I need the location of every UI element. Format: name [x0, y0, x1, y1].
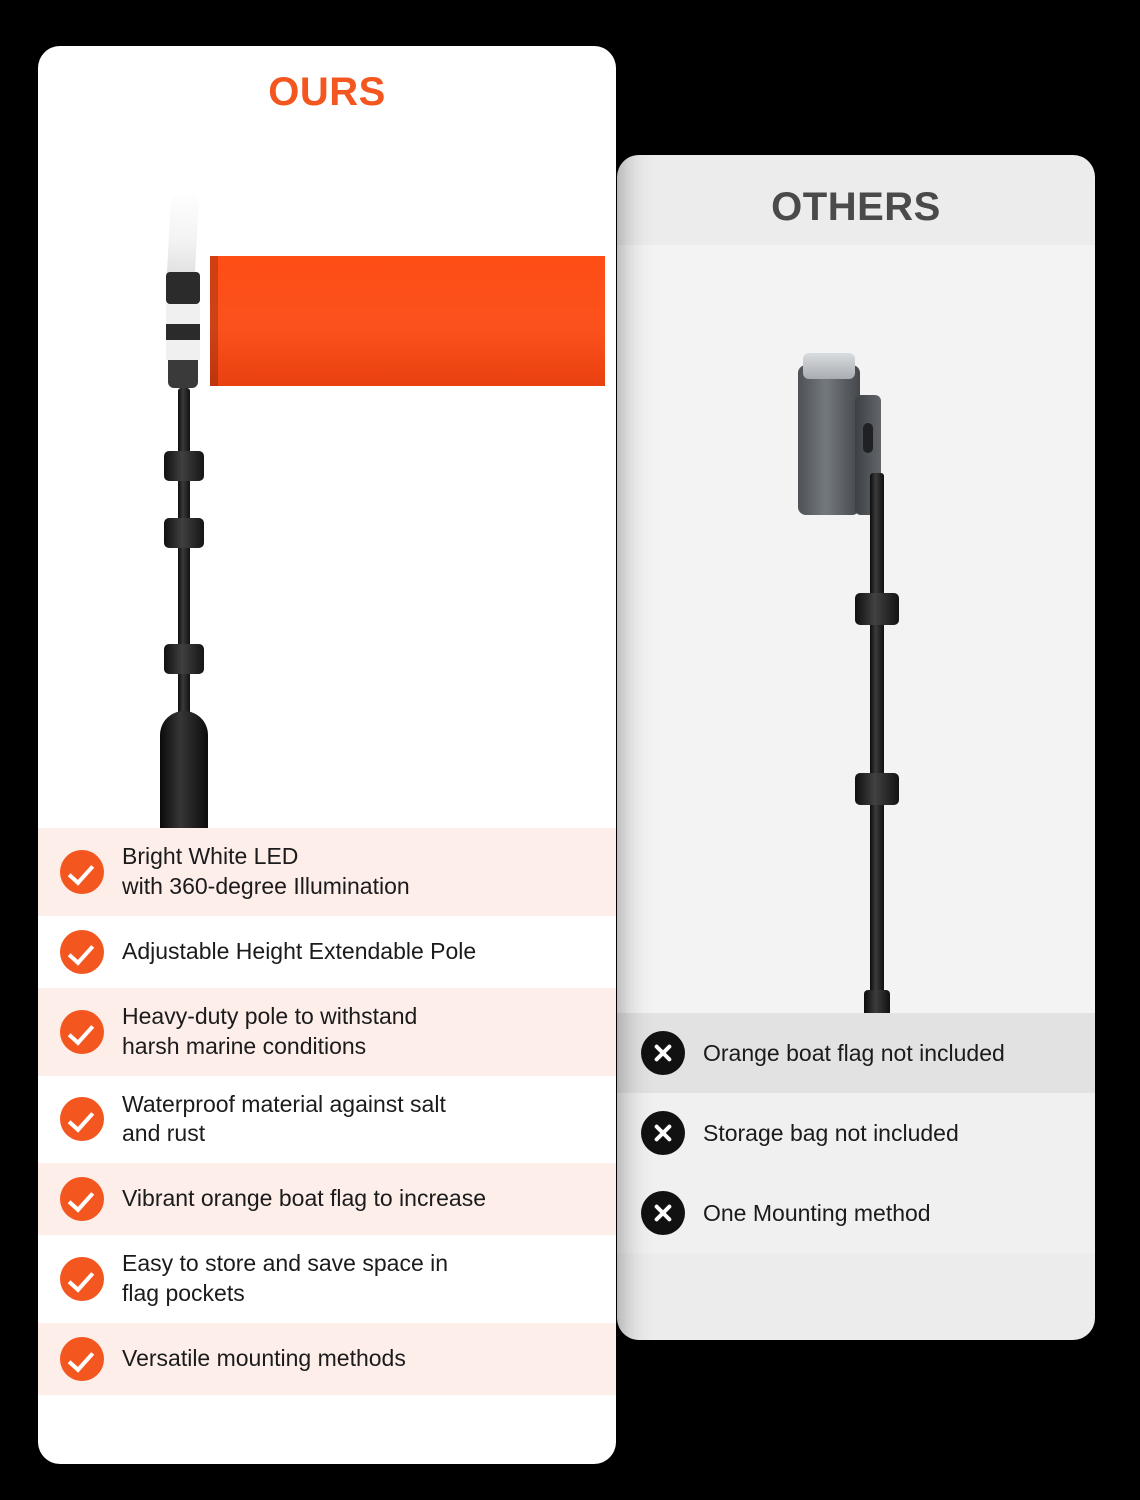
list-item: [38, 1163, 616, 1235]
ours-feature-line2: harsh marine conditions: [122, 1032, 367, 1059]
ours-feature-text: [122, 1002, 417, 1062]
list-item: [38, 1235, 616, 1323]
ours-feature-text: Vibrant orange boat flag to increase: [122, 1185, 486, 1212]
check-icon: [60, 930, 104, 974]
others-feature-text: Orange boat flag not included: [703, 1039, 1005, 1066]
pole-clamp-middle: [164, 518, 204, 548]
ours-feature-line2: and rust: [122, 1120, 206, 1147]
others-comparison-card: [617, 155, 1095, 1340]
competitor-pole: [870, 473, 884, 1033]
ours-feature-text: [122, 1249, 448, 1309]
others-feature-text: One Mounting method: [703, 1199, 931, 1226]
x-icon: [641, 1191, 685, 1235]
others-feature-list: [617, 1013, 1095, 1253]
boat-flag-light-pole-illustration: [38, 126, 616, 866]
check-icon: [60, 1177, 104, 1221]
ours-feature-text: [122, 1090, 446, 1150]
list-item: [38, 1323, 616, 1395]
others-feature-text: Storage bag not included: [703, 1119, 959, 1146]
list-item: [38, 916, 616, 988]
list-item: [617, 1093, 1095, 1173]
ours-feature-line2: with 360-degree Illumination: [122, 872, 410, 899]
competitor-light-pole-illustration: [617, 245, 1095, 1115]
led-switch-collar: [168, 360, 198, 388]
list-item: [617, 1173, 1095, 1253]
competitor-pole-clamp-lower: [855, 773, 899, 805]
competitor-pole-clamp-upper: [855, 593, 899, 625]
competitor-lamp-body: [798, 365, 860, 515]
ours-feature-text: [122, 842, 410, 902]
check-icon: [60, 1010, 104, 1054]
pole-clamp-top: [164, 451, 204, 481]
x-icon: [641, 1031, 685, 1075]
others-product-image: [617, 245, 1095, 1115]
x-icon: [641, 1111, 685, 1155]
pole-clamp-bottom: [164, 644, 204, 674]
check-icon: [60, 1257, 104, 1301]
ours-feature-line2: flag pockets: [122, 1280, 245, 1307]
check-icon: [60, 1337, 104, 1381]
ours-feature-line1: Bright White LED: [122, 843, 299, 869]
ours-title: OURS: [268, 70, 386, 114]
list-item: [38, 988, 616, 1076]
ours-feature-text: Adjustable Height Extendable Pole: [122, 937, 477, 964]
check-icon: [60, 1097, 104, 1141]
flag-seam: [210, 256, 218, 386]
ours-product-image: [38, 126, 616, 866]
ours-feature-text: Versatile mounting methods: [122, 1345, 406, 1372]
orange-boat-flag: [210, 256, 605, 386]
list-item: [38, 1076, 616, 1164]
check-icon: [60, 850, 104, 894]
led-housing: [166, 272, 200, 304]
led-lens-cone: [167, 190, 199, 277]
ours-feature-line1: Heavy-duty pole to withstand: [122, 1002, 418, 1029]
led-band-dark: [166, 324, 200, 340]
list-item: [617, 1013, 1095, 1093]
others-title: OTHERS: [771, 185, 941, 229]
led-band-white-upper: [166, 304, 200, 324]
ours-feature-line1: Waterproof material against salt: [122, 1090, 446, 1117]
list-item: [38, 828, 616, 916]
ours-feature-list: [38, 828, 616, 1395]
ours-feature-line1: Easy to store and save space in: [122, 1250, 449, 1277]
competitor-bracket-slot: [863, 423, 873, 453]
ours-comparison-card: [38, 46, 616, 1464]
led-band-white-lower: [166, 340, 200, 360]
competitor-lamp-lens: [803, 353, 855, 379]
